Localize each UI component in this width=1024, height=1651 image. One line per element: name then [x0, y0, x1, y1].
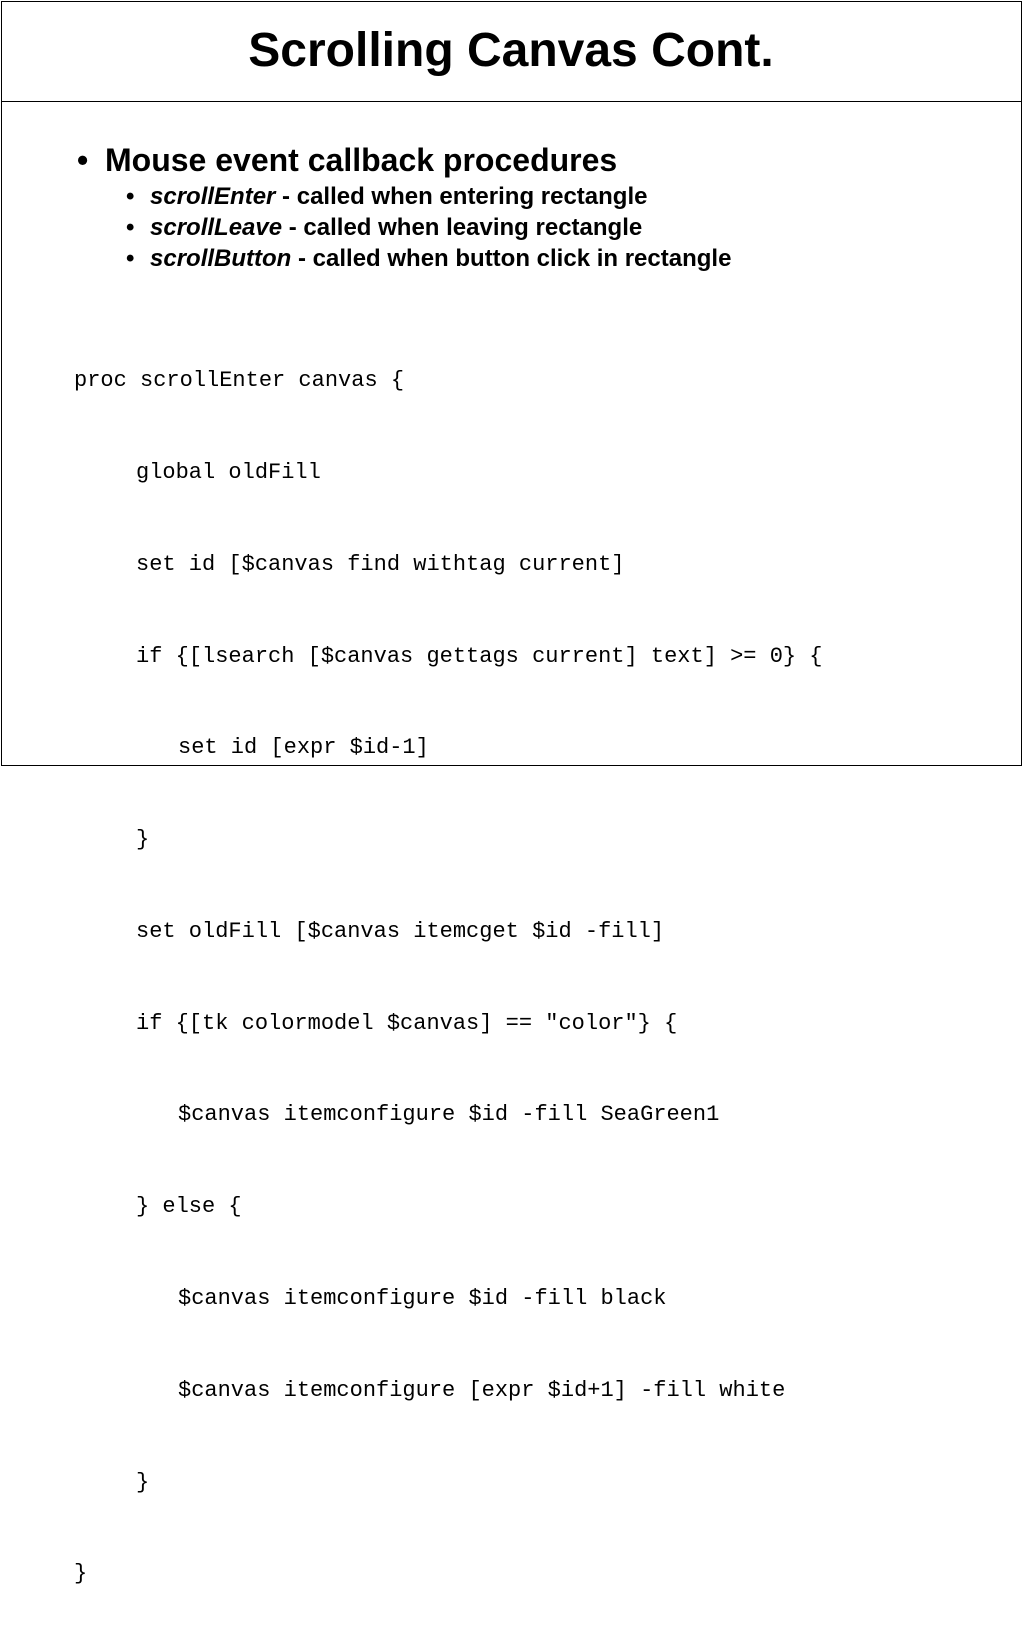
code-line: if {[lsearch [$canvas gettags current] text] >= 0} { [136, 643, 823, 669]
code-line: } else { [136, 1194, 242, 1220]
bullet-dot-icon: • [126, 245, 135, 272]
sub-bullet-item [126, 181, 731, 212]
bullet-dot-icon: • [77, 142, 89, 178]
code-block [74, 305, 823, 1651]
bullet-dot-icon: • [126, 183, 135, 210]
main-bullet [77, 142, 617, 179]
code-line: } [74, 1561, 88, 1587]
callback-term: scrollEnter [150, 183, 276, 210]
main-bullet-text: Mouse event callback procedures [105, 142, 618, 178]
sub-bullet-list [126, 181, 731, 274]
code-line: if {[tk colormodel $canvas] == "color"} { [136, 1010, 678, 1036]
slide-title: Scrolling Canvas Cont. [248, 24, 774, 77]
code-line: set oldFill [$canvas itemcget $id -fill] [136, 918, 665, 944]
code-line: $canvas itemconfigure $id -fill black [178, 1286, 667, 1311]
code-line: $canvas itemconfigure $id -fill SeaGreen1 [178, 1102, 720, 1128]
sub-bullet-item [126, 212, 731, 243]
callback-description: - called when button click in rectangle [291, 245, 732, 272]
code-line: global oldFill [136, 459, 321, 485]
callback-description: - called when leaving rectangle [282, 214, 643, 241]
code-line: set id [expr $id-1] [178, 735, 429, 761]
code-line: } [136, 827, 150, 853]
callback-description: - called when entering rectangle [275, 183, 648, 210]
bullet-dot-icon: • [126, 214, 135, 241]
code-line: set id [$canvas find withtag current] [136, 551, 625, 577]
code-line: } [136, 1469, 150, 1495]
callback-term: scrollButton [150, 245, 292, 272]
callback-term: scrollLeave [150, 214, 283, 241]
code-line: $canvas itemconfigure [expr $id+1] -fill white [178, 1377, 786, 1403]
sub-bullet-item [126, 243, 731, 274]
code-line: proc scrollEnter canvas { [74, 368, 405, 394]
